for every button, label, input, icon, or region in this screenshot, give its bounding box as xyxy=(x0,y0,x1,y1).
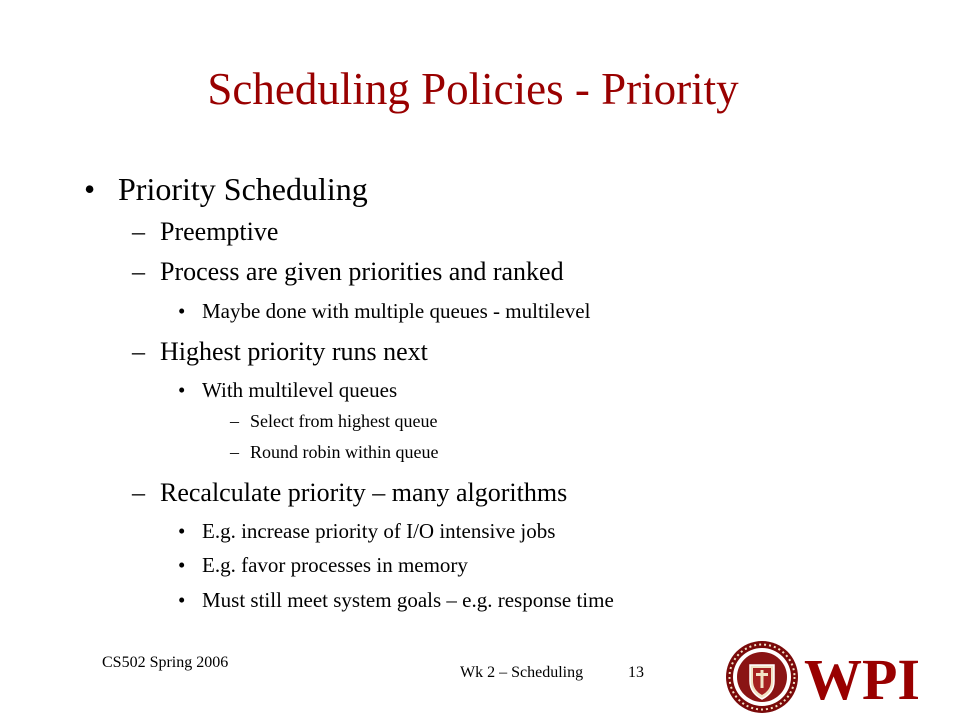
dash-marker: – xyxy=(132,217,145,246)
bullet-item: Process are given priorities and ranked xyxy=(160,257,564,286)
dash-marker: – xyxy=(230,442,239,462)
bullet-item: Round robin within queue xyxy=(250,442,439,462)
bullet-item: E.g. favor processes in memory xyxy=(202,553,468,577)
footer-topic: Wk 2 – Scheduling xyxy=(460,664,584,681)
bullet-marker: • xyxy=(178,378,186,402)
bullet-item: Select from highest queue xyxy=(250,411,438,431)
bullet-item: Maybe done with multiple queues - multilevel xyxy=(202,299,591,323)
bullet-marker: • xyxy=(178,553,186,577)
bullet-item: Priority Scheduling xyxy=(118,171,368,207)
bullet-marker: • xyxy=(84,171,96,207)
bullet-item: Must still meet system goals – e.g. response time xyxy=(202,588,614,612)
wpi-logo xyxy=(724,637,920,717)
bullet-item: Recalculate priority – many algorithms xyxy=(160,478,568,507)
page-number: 13 xyxy=(628,664,644,681)
wpi-wordmark: WPI xyxy=(804,647,920,712)
bullet-marker: • xyxy=(178,299,186,323)
wpi-seal-icon xyxy=(724,637,920,717)
bullet-marker: • xyxy=(178,519,186,543)
dash-marker: – xyxy=(132,257,145,286)
slide-title: Scheduling Policies - Priority xyxy=(207,64,739,114)
dash-marker: – xyxy=(230,411,239,431)
footer-course: CS502 Spring 2006 xyxy=(102,654,229,671)
bullet-item: E.g. increase priority of I/O intensive jobs xyxy=(202,519,556,543)
dash-marker: – xyxy=(132,478,145,507)
bullet-marker: • xyxy=(178,588,186,612)
bullet-item: Highest priority runs next xyxy=(160,337,428,366)
seal-shield-bar xyxy=(761,670,764,688)
bullet-item: With multilevel queues xyxy=(202,378,398,402)
dash-marker: – xyxy=(132,337,145,366)
bullet-item: Preemptive xyxy=(160,217,279,246)
